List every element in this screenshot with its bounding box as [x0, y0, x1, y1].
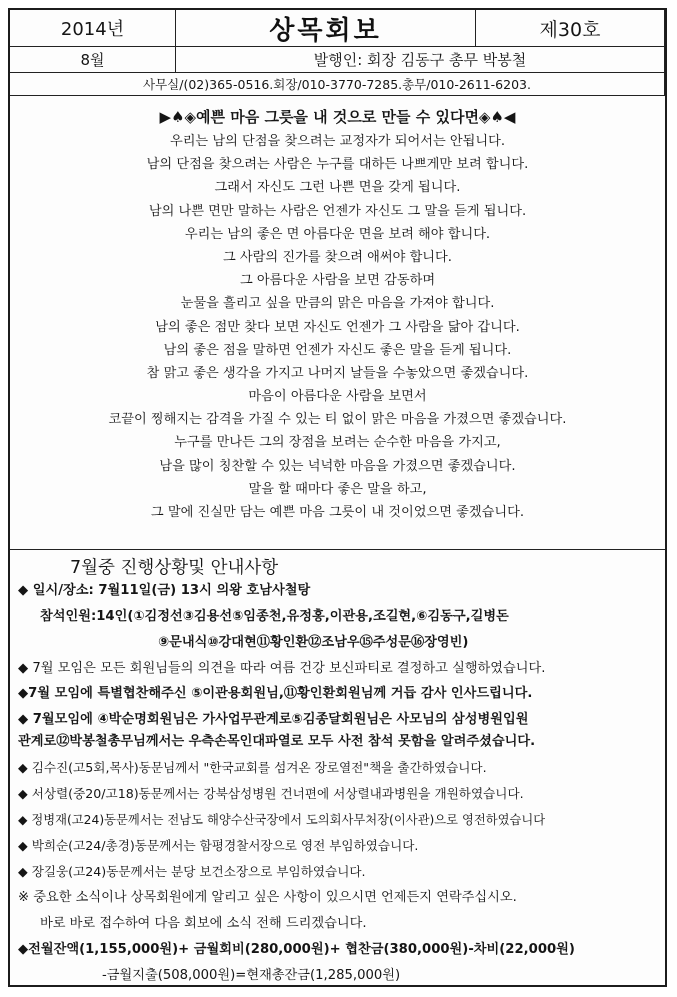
notice-line: ◆ 7월모임에 ④박순명회원님은 가사업무관계로⑤김종달회원님은 사모님의 삼성병원입원	[18, 712, 529, 727]
notice-line: ◆ 7월 모임은 모든 회원님들의 의견을 따라 여름 건강 보신파티로 결정하고 실행하였습니다.	[18, 661, 546, 676]
publisher-line: 발행인: 회장 김동구 총무 박봉철	[176, 47, 665, 73]
year-label: 2014년	[10, 10, 176, 47]
poem-body	[10, 130, 665, 524]
office-contacts: 사무실/(02)365-0516.회장/010-3770-7285.총무/010-2611-6203.	[10, 73, 665, 96]
poem-line: 우리는 남의 좋은 면 아름다운 면을 보려 해야 합니다.	[184, 226, 491, 242]
notices-title: 7월중 진행상황및 안내사항	[70, 558, 279, 578]
poem-line: 마음이 아름다운 사람을 보면서	[248, 389, 427, 405]
poem-title: ▶♠◈예쁜 마음 그릇을 내 것으로 만들 수 있다면◈♠◀	[159, 108, 516, 126]
notice-line: ※ 중요한 소식이나 상목회원에게 알리고 싶은 사항이 있으시면 언제든지 연락주십시오.	[18, 890, 517, 905]
poem-line: 그 아름다운 사람을 보면 감동하며	[239, 273, 436, 289]
notice-line: 바로 바로 접수하여 다음 회보에 소식 전해 드리겠습니다.	[40, 916, 367, 931]
poem-line: 남을 많이 칭찬할 수 있는 넉넉한 마음을 가졌으면 좋겠습니다.	[159, 458, 516, 474]
poem-line: 남의 나쁜 면만 말하는 사람은 언젠가 자신도 그 말을 듣게 됩니다.	[148, 203, 527, 219]
poem-line: 말을 할 때마다 좋은 말을 하고,	[248, 481, 427, 497]
issue-number: 제30호	[476, 10, 665, 47]
notice-line: ◆7월 모임에 특별협찬해주신 ⑤이관용회원님,⑪황인환회원님께 거듭 감사 인사드립니다.	[18, 686, 533, 701]
finance-line: -금월지출(508,000원)=현재총잔금(1,285,000원)	[102, 968, 401, 983]
poem-line: 그 말에 진실만 담는 예쁜 마음 그릇이 내 것이었으면 좋겠습니다.	[150, 505, 525, 520]
poem-line: 그래서 자신도 그런 나쁜 면을 갖게 됩니다.	[214, 180, 461, 196]
notice-line: ◆ 박희순(고24/총경)동문께서는 함평경찰서장으로 영전 부임하였습니다.	[18, 838, 419, 853]
poem-line: 남의 좋은 점을 말하면 언젠가 자신도 좋은 말을 듣게 됩니다.	[163, 342, 512, 358]
poem-line: 남의 단점을 찾으려는 사람은 누구를 대하든 나쁘게만 보려 합니다.	[146, 157, 529, 173]
poem-section	[10, 96, 665, 550]
poem-line: 눈물을 흘리고 싶을 만큼의 맑은 마음을 가져야 합니다.	[180, 296, 495, 312]
notice-line: ◆ 김수진(고5회,목사)동문님께서 "한국교회를 섬겨온 장로열전"책을 출간하였습니다.	[18, 760, 487, 775]
poem-line: 참 맑고 좋은 생각을 가지고 나머지 날들을 수놓았으면 좋겠습니다.	[146, 365, 529, 381]
notice-line: ◆ 서상렬(중20/고18)동문께서는 강북삼성병원 건너편에 서상렬내과병원을 개원하였습니다.	[18, 786, 524, 801]
poem-line: 우리는 남의 단점을 찾으려는 교정자가 되어서는 안됩니다.	[169, 134, 506, 149]
notice-line: ◆ 정병재(고24)동문께서는 전남도 해양수산국장에서 도의회사무처장(이사관)으로 영전하였습니다	[18, 813, 546, 827]
month-label: 8월	[10, 47, 176, 73]
poem-line: 그 사람의 진가를 찾으려 애써야 합니다.	[223, 249, 452, 265]
notice-line: ◆ 일시/장소: 7월11일(금) 13시 의왕 호남사철탕	[18, 583, 311, 598]
notice-line: ◆ 장길웅(고24)동문께서는 분당 보건소장으로 부임하였습니다.	[18, 864, 366, 879]
masthead	[10, 10, 665, 96]
finance-line: ◆전월잔액(1,155,000원)+ 금월회비(280,000원)+ 협찬금(380,000원)-차비(22,000원)	[18, 942, 575, 957]
notice-line: 참석인원:14인(①김정선③김용선⑤임종천,유정홍,이관용,조길현,⑥김동구,길병돈	[40, 609, 509, 624]
poem-line: 남의 좋은 점만 찾다 보면 자신도 언젠가 그 사람을 닮아 갑니다.	[155, 319, 520, 335]
notice-line: ⑨문내식⑩강대현⑪황인환⑫조남우⑮주성문⑯장영빈)	[158, 635, 469, 650]
notice-line: 관계로⑫박봉철총무님께서는 우측손목인대파열로 모두 사전 참석 못함을 알려주셨습니다.	[18, 734, 536, 749]
newsletter-title: 상목회보	[176, 10, 476, 47]
newsletter-page	[8, 8, 667, 987]
poem-line: 코끝이 찡해지는 감격을 가질 수 있는 티 없이 맑은 마음을 가졌으면 좋겠습니다.	[108, 412, 567, 428]
poem-line: 누구를 만나든 그의 장점을 보려는 순수한 마음을 가지고,	[174, 435, 501, 451]
